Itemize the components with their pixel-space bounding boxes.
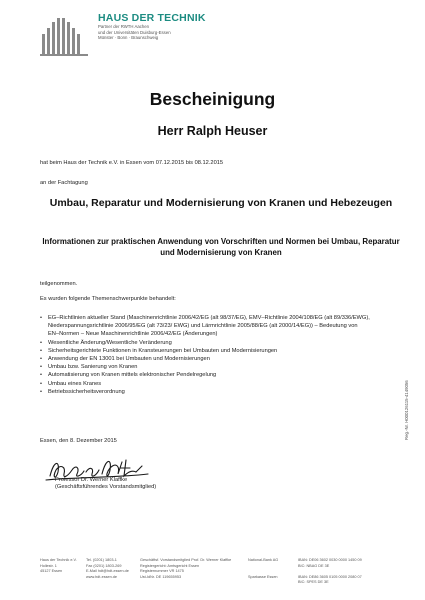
course-subtitle: Informationen zur praktischen Anwendung von Vorschriften und Normen bei Umbau, Reparatur und Modernisierung von Kranen: [42, 237, 400, 257]
building-icon: [40, 14, 92, 56]
brand-block: [98, 12, 206, 41]
footer-registration: Geschäftsf. Vorstandsmitglied Prof. Dr. Werner Klaffke Registergericht: Amtsgericht Essen Registernummer VR 1475 Ust-IdNr. DE 119655953: [140, 558, 232, 579]
course-title: Umbau, Reparatur und Modernisierung von Kranen und Hebezeugen: [49, 197, 393, 209]
footer-banks: National-Bank AG Sparkasse Essen: [248, 558, 279, 579]
participated-text: teilgenommen.: [40, 281, 78, 287]
signer-block: [55, 477, 156, 491]
org-line: Münster · Bonn · Braunschweig: [98, 35, 159, 40]
topics-list: [40, 314, 370, 396]
attendance-text: hat beim Haus der Technik e.V. in Essen vom 07.12.2015 bis 08.12.2015: [40, 160, 224, 166]
footer-address: Haus der Technik e.V. Hollestr. 1 45127 Essen: [40, 558, 77, 573]
org-line: Partner der RWTH Aachen: [98, 24, 150, 29]
list-item: • Betriebssicherheitsverordnung: [40, 388, 370, 396]
event-type: an der Fachtagung: [40, 180, 88, 186]
footer-bank-details: IBAN: DE06 3602 0030 0000 1450 09 BIC: NBAG DE 3E IBAN: DE86 3605 0105 0000 2080 07 BIC: SPES DE 3E: [298, 558, 362, 584]
registration-number: Reg.-Nr. H000126115-4149056: [404, 380, 409, 440]
list-item: • Umbau eines Kranes: [40, 380, 370, 388]
certificate-title: Bescheinigung: [149, 89, 276, 109]
place-date: Essen, den 8. Dezember 2015: [40, 438, 117, 444]
footer-contact: Tel. (0201) 1803-1 Fax (0201) 1803-269 E-Mail hdt@hdt-essen.de www.hdt-essen.de: [86, 558, 129, 579]
org-name: HAUS DER TECHNIK: [98, 12, 206, 24]
signer-role: (Geschäftsführendes Vorstandsmitglied): [55, 484, 157, 490]
signer-name: Professor Dr. Werner Klaffke: [55, 477, 128, 483]
list-item: • Sicherheitsgerichtete Funktionen in Kransteuerungen bei Umbauten und Modernisierungen: [40, 347, 370, 355]
topics-intro: Es wurden folgende Themenschwerpunkte behandelt:: [40, 296, 176, 302]
list-item: • Automatisierung von Kranen mittels elektronischer Pendelregelung: [40, 371, 370, 379]
list-item: • EG–Richtlinien aktueller Stand (Maschinenrichtlinie 2006/42/EG (alt 98/37/EG), EMV–Richtlinie 2004/108/EG (alt 89/336/EWG), Niederspannungsrichtlinie 2006/95/EG (alt 73/23/ EWG) und Lärmrichtlinie 2005/88/EG (alt 2000/14/EG)) – Bedeutung von EN–Normen – Neue Maschinenrichtlinie 2006/42/EG (Änderungen): [40, 314, 370, 339]
list-item: • Umbau bzw. Sanierung von Kranen: [40, 363, 370, 371]
list-item: • Anwendung der EN 13001 bei Umbauten und Modernisierungen: [40, 355, 370, 363]
org-line: und der Universitäten Duisburg-Essen: [98, 29, 171, 35]
list-item: • Wesentliche Änderung/Wesentliche Veränderung: [40, 339, 370, 347]
recipient-name: Herr Ralph Heuser: [157, 124, 268, 138]
